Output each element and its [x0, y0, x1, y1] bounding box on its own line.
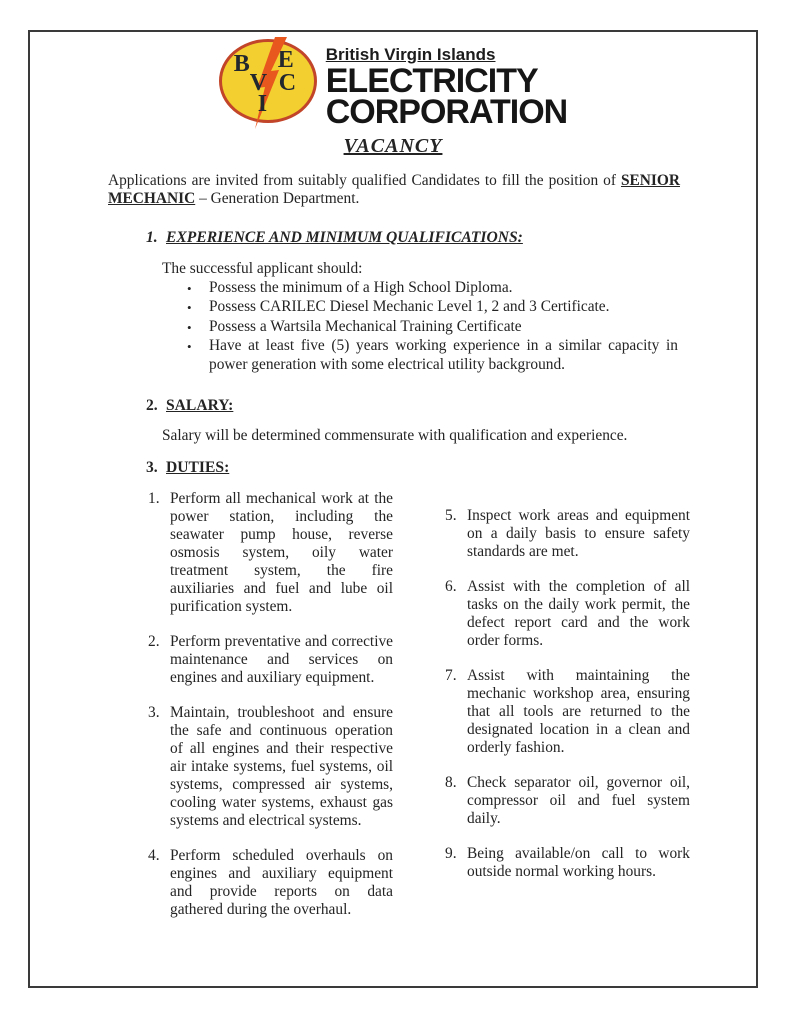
- duty-number: 1.: [148, 490, 160, 508]
- duty-text: Inspect work areas and equipment on a daily basis to ensure safety standards are met.: [467, 507, 690, 561]
- section-heading-duties: [146, 459, 676, 477]
- logo-letter-b: B: [233, 51, 250, 77]
- duty-item: [148, 633, 393, 687]
- duty-item: [148, 490, 393, 616]
- logo-letter-c: C: [278, 70, 297, 96]
- section-heading-text: DUTIES:: [166, 459, 230, 477]
- duty-number: 7.: [445, 667, 457, 685]
- bullet-item: • Possess CARILEC Diesel Mechanic Level 1, 2 and 3 Certificate.: [187, 298, 678, 318]
- company-logo: [30, 39, 756, 132]
- duty-item: [445, 845, 690, 881]
- bullet-icon: •: [187, 339, 192, 355]
- page-title: VACANCY: [343, 134, 443, 157]
- duty-text: Maintain, troubleshoot and ensure the safe and continuous operation of all engines and their respective air intake systems, fuel systems, oil systems, compressed air systems, cooling water systems, exhaust gas systems and electrical systems.: [170, 704, 393, 830]
- intro-text-after: – Generation Department.: [195, 189, 360, 207]
- duty-text: Assist with the completion of all tasks on the daily work permit, the defect report card and the work order forms.: [467, 578, 690, 650]
- duty-number: 4.: [148, 847, 160, 865]
- duty-number: 8.: [445, 774, 457, 792]
- duty-number: 9.: [445, 845, 457, 863]
- intro-paragraph: [108, 172, 680, 208]
- bullet-item: • Have at least five (5) years working experience in a similar capacity in power generation with some electrical utility background.: [187, 337, 678, 373]
- duties-right-column: [445, 507, 690, 936]
- bullet-item: • Possess a Wartsila Mechanical Training Certificate: [187, 318, 678, 338]
- logo-letter-i: I: [257, 91, 268, 117]
- qualifications-bullet-list: [187, 279, 678, 375]
- duty-number: 6.: [445, 578, 457, 596]
- section-heading-qualifications: [146, 229, 676, 247]
- logo-name-line1: ELECTRICITY: [325, 62, 538, 100]
- duties-left-column: [148, 490, 393, 936]
- section-number: 2.: [146, 397, 158, 415]
- duty-number: 3.: [148, 704, 160, 722]
- logo-letter-e: E: [277, 47, 294, 73]
- duty-text: Perform all mechanical work at the power station, including the seawater pump house, reverse osmosis system, oily water treatment system, the fire auxiliaries and fuel and lube oil purification system.: [170, 490, 393, 616]
- position-title: SENIOR MECHANIC: [108, 171, 680, 207]
- duties-two-column-list: [148, 490, 690, 936]
- duty-text: Being available/on call to work outside normal working hours.: [467, 845, 690, 881]
- duty-text: Perform preventative and corrective maintenance and services on engines and auxiliary equipment.: [170, 633, 393, 687]
- logo-name-line2: CORPORATION: [325, 93, 568, 132]
- duty-text: Assist with maintaining the mechanic workshop area, ensuring that all tools are returned to the designated location in a clean and orderly fashion.: [467, 667, 690, 757]
- column-gap: [393, 490, 445, 936]
- duty-item: [445, 507, 690, 561]
- duty-text: Perform scheduled overhauls on engines and auxiliary equipment and provide reports on data gathered during the overhaul.: [170, 847, 393, 919]
- bvec-emblem: [219, 39, 317, 125]
- section-heading-salary: [146, 397, 676, 415]
- salary-body: Salary will be determined commensurate with qualification and experience.: [162, 427, 628, 445]
- duty-item: [445, 667, 690, 757]
- duty-text: Check separator oil, governor oil, compressor oil and fuel system daily.: [467, 774, 690, 828]
- duty-item: [148, 704, 393, 830]
- duty-item: [148, 847, 393, 919]
- duty-item: [445, 774, 690, 828]
- duty-number: 5.: [445, 507, 457, 525]
- section-heading-text: EXPERIENCE AND MINIMUM QUALIFICATIONS:: [166, 228, 523, 246]
- bullet-icon: •: [187, 280, 192, 296]
- section-number: 3.: [146, 459, 158, 477]
- qualifications-lead: The successful applicant should:: [162, 259, 363, 277]
- section-number: 1.: [146, 228, 158, 246]
- section-heading-text: SALARY:: [166, 397, 234, 415]
- duty-number: 2.: [148, 633, 160, 651]
- bullet-item: • Possess the minimum of a High School Diploma.: [187, 279, 678, 299]
- logo-wordmark: [325, 39, 568, 132]
- bullet-icon: •: [187, 319, 192, 335]
- bullet-icon: •: [187, 300, 192, 316]
- document-border: [28, 30, 758, 988]
- intro-text-before: Applications are invited from suitably qualified Candidates to fill the position of: [108, 171, 621, 189]
- logo-letter-v: V: [249, 70, 268, 96]
- duty-item: [445, 578, 690, 650]
- logo-region-text: British Virgin Islands: [325, 45, 496, 64]
